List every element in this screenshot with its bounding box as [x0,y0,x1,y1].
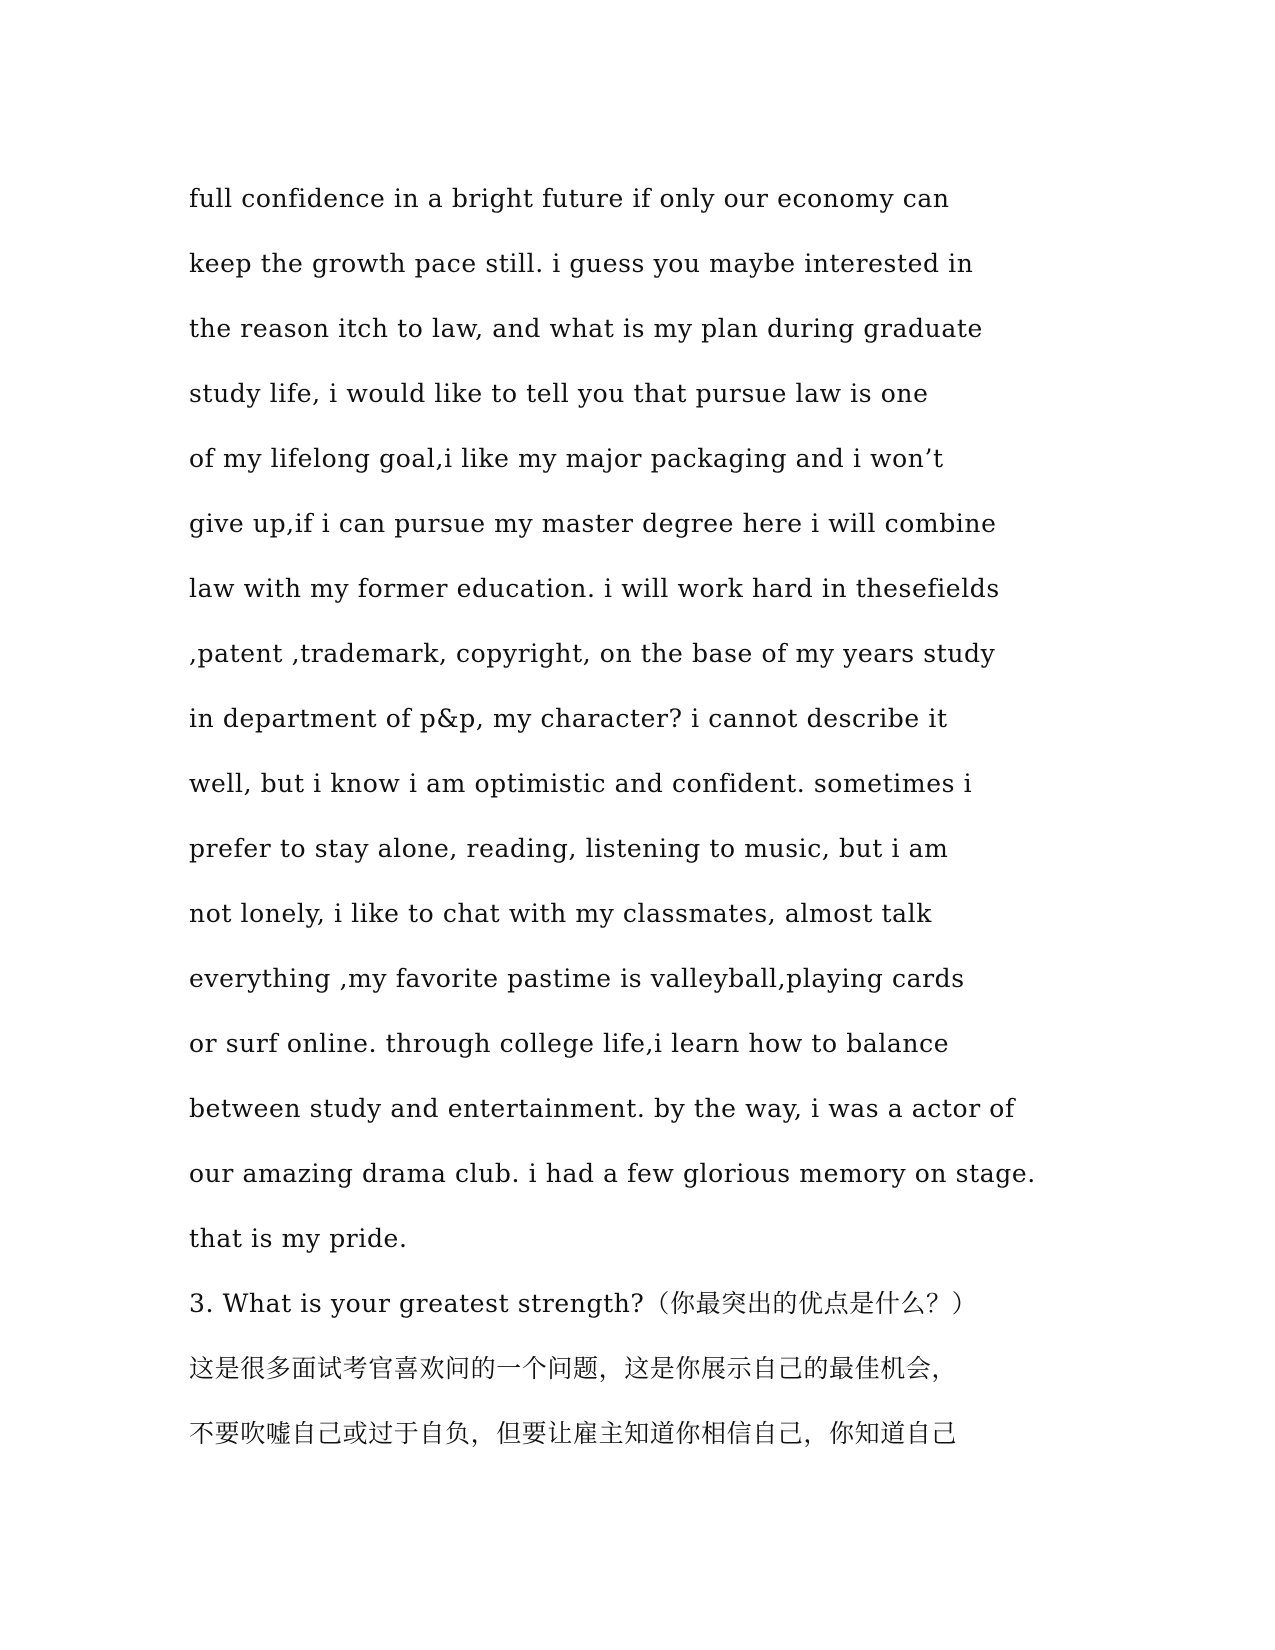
text-line: our amazing drama club. i had a few glorious memory on stage. [189,1159,1036,1188]
text-line: study life, i would like to tell you that pursue law is one [189,379,929,408]
text-line: keep the growth pace still. i guess you maybe interested in [189,249,974,278]
text-line: give up,if i can pursue my master degree here i will combine [189,509,997,538]
text-line: between study and entertainment. by the way, i was a actor of [189,1094,1015,1123]
text-line: 这是很多面试考官喜欢问的一个问题，这是你展示自己的最佳机会， [189,1354,958,1383]
text-line: well, but i know i am optimistic and confident. sometimes i [189,769,973,798]
question-heading: 3. What is your greatest strength?（你最突出的优点是什么？） [189,1289,978,1318]
text-line: ,patent ,trademark, copyright, on the base of my years study [189,639,996,668]
text-line: everything ,my favorite pastime is valleyball,playing cards [189,964,965,993]
text-line: of my lifelong goal,i like my major packaging and i won’t [189,444,944,473]
text-line: in department of p&p, my character? i cannot describe it [189,704,948,733]
text-line: the reason itch to law, and what is my plan during graduate [189,314,983,343]
text-line: full confidence in a bright future if only our economy can [189,184,950,213]
body-text [189,166,1089,1466]
text-line: or surf online. through college life,i learn how to balance [189,1029,950,1058]
text-line: that is my pride. [189,1224,408,1253]
text-line: prefer to stay alone, reading, listening to music, but i am [189,834,949,863]
text-line: not lonely, i like to chat with my classmates, almost talk [189,899,933,928]
text-line: 不要吹嘘自己或过于自负，但要让雇主知道你相信自己，你知道自己 [189,1419,958,1448]
text-line: law with my former education. i will work hard in thesefields [189,574,1000,603]
